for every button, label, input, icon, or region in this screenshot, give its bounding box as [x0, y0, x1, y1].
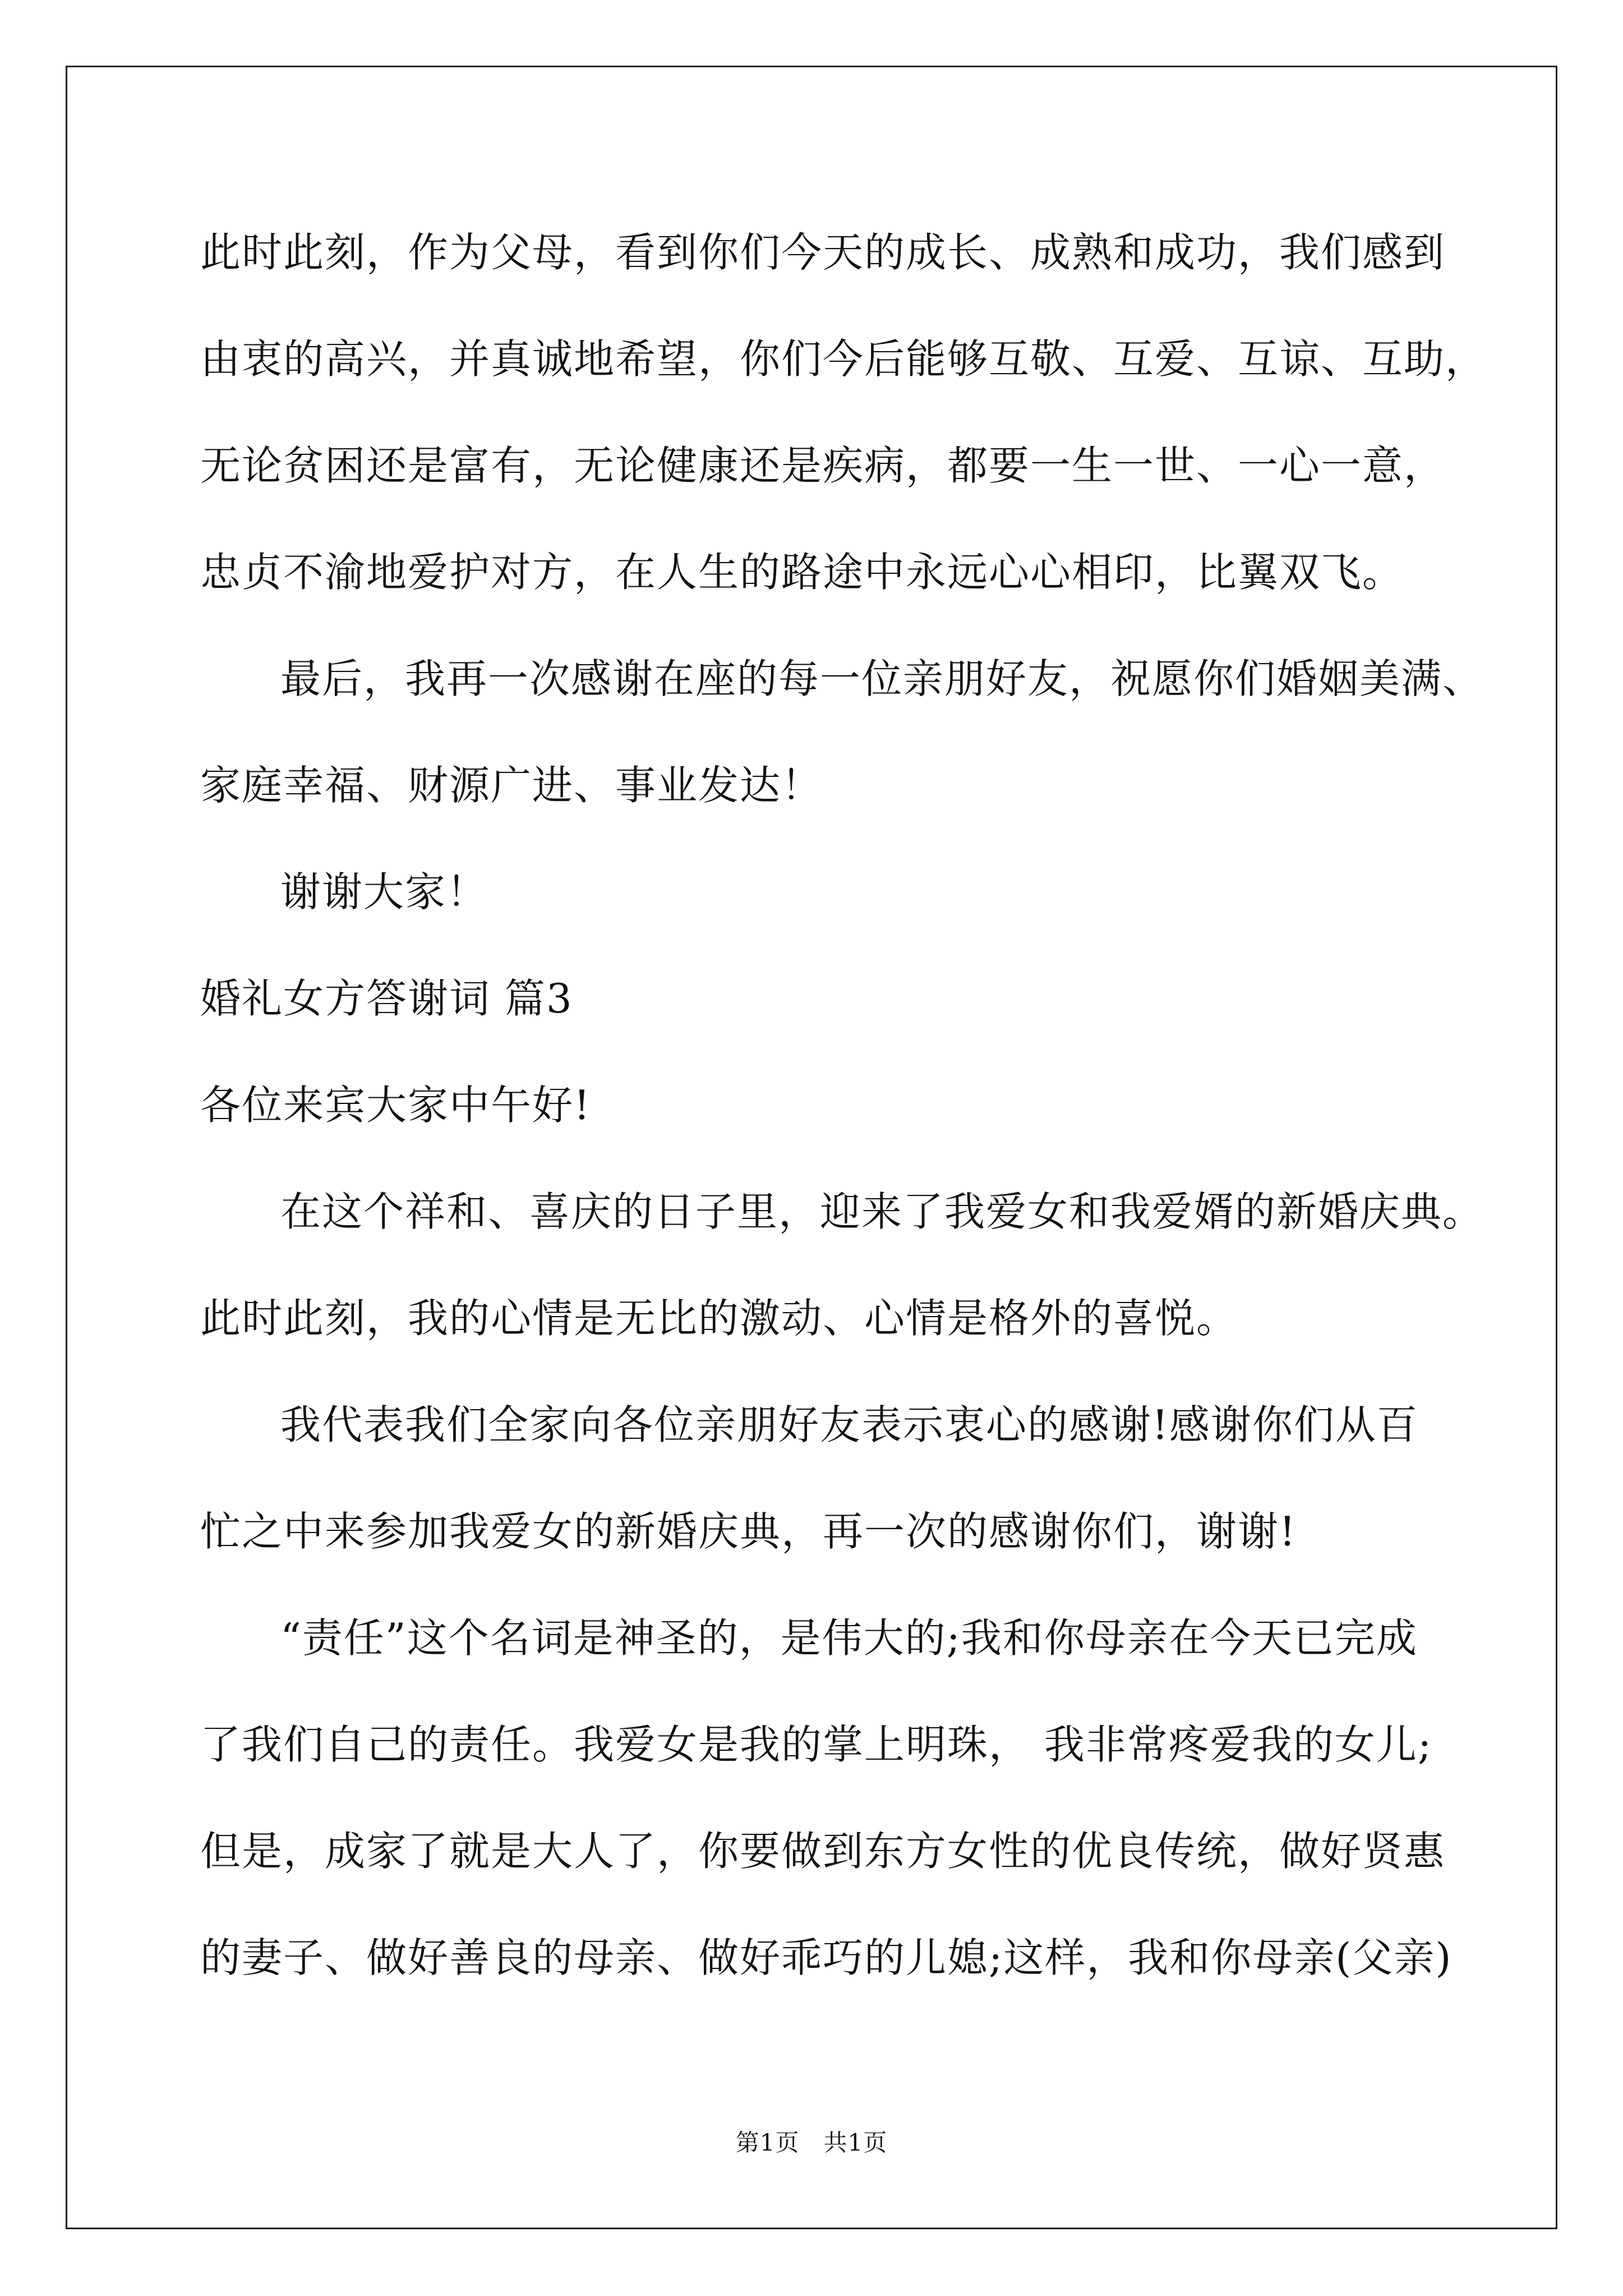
salutation-line: 各位来宾大家中午好!	[200, 1082, 591, 1129]
page-frame	[66, 66, 1557, 2229]
text-line: 忙之中来参加我爱女的新婚庆典，再一次的感谢你们，谢谢!	[200, 1508, 1297, 1555]
text-line: 但是，成家了就是大人了，你要做到东方女性的优良传统，做好贤惠	[200, 1828, 1446, 1875]
section-heading: 婚礼女方答谢词 篇3	[200, 975, 573, 1022]
text-line: 忠贞不渝地爱护对方，在人生的路途中永远心心相印，比翼双飞。	[200, 549, 1404, 596]
text-line: 无论贫困还是富有，无论健康还是疾病，都要一生一世、一心一意，	[200, 442, 1446, 489]
text-line: 由衷的高兴，并真诚地希望，你们今后能够互敬、互爱、互谅、互助，	[200, 335, 1487, 383]
paragraph-start-line: “责任”这个名词是神圣的，是伟大的;我和你母亲在今天已完成	[280, 1614, 1418, 1662]
text-line: 的妻子、做好善良的母亲、做好乖巧的儿媳;这样，我和你母亲(父亲)	[200, 1934, 1453, 1981]
paragraph-start-line: 我代表我们全家向各位亲朋好友表示衷心的感谢!感谢你们从百	[280, 1401, 1418, 1448]
paragraph-start-line: 在这个祥和、喜庆的日子里，迎来了我爱女和我爱婿的新婚庆典。	[280, 1188, 1484, 1235]
text-line: 此时此刻，我的心情是无比的激动、心情是格外的喜悦。	[200, 1295, 1238, 1342]
text-line: 此时此刻，作为父母，看到你们今天的成长、成熟和成功，我们感到	[200, 229, 1446, 276]
text-line: 了我们自己的责任。我爱女是我的掌上明珠， 我非常疼爱我的女儿;	[200, 1721, 1433, 1768]
paragraph-start-line: 谢谢大家！	[280, 868, 488, 915]
page-number-footer: 第1页 共1页	[735, 2129, 888, 2156]
paragraph-start-line: 最后，我再一次感谢在座的每一位亲朋好友，祝愿你们婚姻美满、	[280, 655, 1484, 702]
text-line: 家庭幸福、财源广进、事业发达！	[200, 762, 823, 809]
